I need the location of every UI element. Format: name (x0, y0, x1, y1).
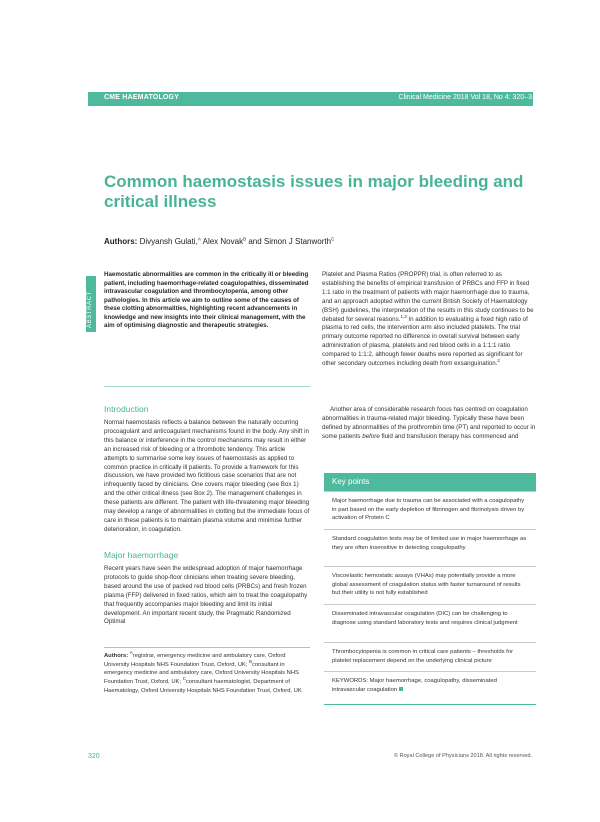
authors-line (104, 237, 334, 246)
citation: Clinical Medicine 2018 Vol 18, No 4: 320–3 (398, 94, 532, 101)
affil-c: consultant haematologist, Department of Haematology, Oxford University Hospitals NHS Foundation Trust, Oxford, UK (104, 679, 302, 694)
key-points-header (324, 473, 536, 491)
author-affil: B (243, 236, 247, 242)
authors-label: Authors: (104, 237, 138, 246)
article-title: Common haemostasis issues in major bleeding and critical illness (104, 172, 524, 211)
page-number: 320 (88, 753, 100, 760)
keywords-text: KEYWORDS: Major haemorrhage, coagulopathy, disseminated intravascular coagulation (332, 678, 497, 693)
emphasis: before (362, 432, 380, 440)
key-point-text: Standard coagulation tests may be of limited use in major haemorrhage as they are often insensitive in detecting coagulopathy (332, 536, 527, 551)
keywords-row (324, 671, 536, 694)
author-affil: C (331, 236, 335, 242)
reference-marker: 1,2 (400, 313, 407, 319)
author-note-label: Authors: (104, 653, 129, 659)
key-point-item (324, 604, 536, 627)
abstract-text: Haemostatic abnormalities are common in the critically ill or bleeding patient, including haemorrhage-related coagulopathies, disseminated intravascular coagulation and thrombocytopenia, among other pathologies. In this article we aim to outline some of the causes of these clotting abnormalities, highlighting recent advancements in knowledge and new insights into their clinical management, with the aim of optimising diagnostic and therapeutic strategies. (104, 271, 309, 329)
introduction-heading: Introduction (104, 404, 149, 414)
key-point-item (324, 566, 536, 598)
author-name: Divyansh Gulati, (139, 237, 198, 246)
introduction-text: Normal haemostasis reflects a balance between the naturally occurring procoagulant and anticoagulant mechanisms found in the body. Any shift in this balance or interference in the control mechanisms may result in either an increased risk of bleeding or a thrombotic tendency. This article attempts to summarise some key issues of haemostasis as applied to common practice in critically ill patients. To provide a framework for this discussion, we have provided two fictitious case scenarios that are not infrequently faced by clinicians. One covers major bleeding (see Box 1) and the other critical illness (see Box 2). The management challenges in these patients are different. The patient with life-threatening major bleeding may develop a range of abnormalities in clotting but the immediate focus of care in these patients is to maintain plasma volume and minimise further deterioration, in coagulation. (104, 419, 310, 533)
copyright: © Royal College of Physicians 2018. All rights reserved. (393, 753, 532, 759)
author-name: Alex Novak (200, 237, 244, 246)
major-haemorrhage-text: Recent years have seen the widespread adoption of major haemorrhage protocols to guide shop-floor clinicians when treating severe bleeding, based around the use of packed red blood cells (PRBCs) and fresh frozen plasma (FFP) delivered in fixed ratios, which aim to treat the coagulopathy that frequently accompanies major bleeding and limit its initial development. An important recent study, the Pragmatic Randomized Optimal (104, 565, 308, 626)
key-point-item (324, 529, 536, 552)
keywords (332, 677, 530, 694)
key-points-heading: Key points (332, 477, 370, 486)
end-square-icon (399, 687, 403, 691)
affil-a: registrar, emergency medicine and ambulatory care, Oxford University Hospitals NHS Foundation Trust, Oxford, UK; (104, 653, 286, 668)
key-points-bottom-rule (324, 704, 536, 705)
affil-b: consultant in emergency medicine and ambulatory care, Oxford University Hospitals NHS Foundation Trust, Oxford, UK; (104, 661, 299, 686)
key-points-box (324, 473, 536, 705)
right-column-paragraph-1 (322, 271, 536, 369)
section-label: CME HAEMATOLOGY (104, 94, 180, 101)
key-point-text: Major haemorrhage due to trauma can be associated with a coagulopathy in part based on the early depletion of fibrinogen and fibrinolysis driven by activation of Protein C (332, 498, 525, 522)
author-affil: A (197, 236, 201, 242)
abstract-tab-label: ABSTRACT (87, 291, 93, 328)
abstract-tab (86, 276, 96, 332)
affil-marker: C (182, 676, 186, 682)
section-divider (104, 386, 310, 387)
author-note-divider (104, 647, 310, 648)
author-name: and Simon J Stanworth (246, 237, 332, 246)
major-haemorrhage-heading: Major haemorrhage (104, 550, 179, 560)
key-point-text: Thrombocytopenia is common in critical care patients – thresholds for platelet replacement depend on the underlying clinical picture (332, 649, 514, 664)
key-point-item (324, 642, 536, 665)
text-run: Platelet and Plasma Ratios (PROPPR) trial, is often referred to as establishing the benefits of empirical transfusion of PRBCs and FFP in fixed 1:1 ratio in the treatment of patients with major haemorrhage due to trauma, and an approach adopted within the current British Society of Haematology (BSH) guidelines, the interpretation of the results in this study continues to be debated for several reasons. (322, 271, 534, 323)
key-point-text: Disseminated intravascular coagulation (DIC) can be challenging to diagnose using standard laboratory tests and requires clinical judgment (332, 611, 518, 626)
reference-marker: 2 (497, 358, 500, 363)
key-point-item (324, 491, 536, 523)
text-run: fluid and transfusion therapy has commenced and (379, 432, 519, 440)
affil-marker: A (129, 650, 133, 656)
text-run: In addition to evaluating a fixed high ratio of plasma to red cells, the intervention arm also included platelets. The trial primary outcome reported no difference in overall survival between early administration of plasma, platelets and red blood cells in a 1:1:1 ratio compared to 1:1:2, although fewer deaths were reported as significant for other secondary outcomes including death from exsanguination. (322, 315, 528, 368)
author-affiliations (104, 652, 310, 696)
key-point-text: Viscoelastic hemostatic assays (VHAs) may potentially provide a more global assessment of coagulation status with faster turnaround of results but their utility is not fully established (332, 573, 521, 597)
right-column-paragraph-2 (322, 406, 536, 442)
text-run: Another area of considerable research focus has centred on coagulation abnormalities in trauma-related major bleeding. Typically these have been defined by abnormalities of the prothrombin time (PT) and reported to occur in some patients (322, 406, 536, 440)
affil-marker: B (249, 658, 253, 664)
